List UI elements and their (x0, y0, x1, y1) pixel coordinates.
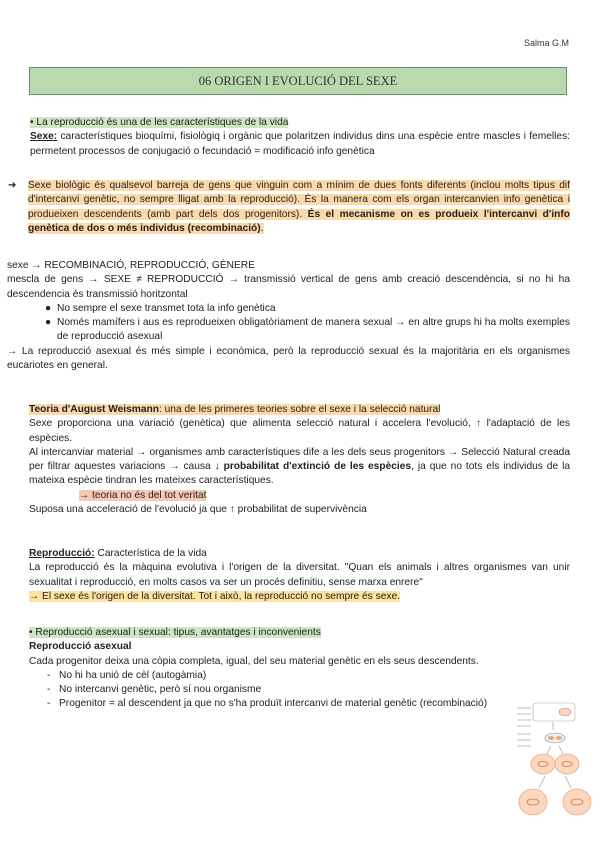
page-title (29, 67, 567, 95)
reproduction-def: Reproducció: Característica de la vida (29, 548, 207, 559)
recombination-bullets (27, 302, 570, 345)
list-item: - No hi ha unió de cèl (autogàmia) (47, 669, 207, 681)
list-item: ● Només mamífers i aus es reprodueixen obligatòriament de manera sexual → en altre grups hi ha molts exemples de reproducció asexual (45, 317, 570, 343)
arrow-icon: ➔ (8, 180, 17, 191)
asexual-section (29, 626, 570, 712)
reproduction-p1: La reproducció és la màquina evolutiva i l'origen de la diversitat. "Quan els animals i altres organismes van unir sexualitat i reproducció, en molts casos va ser un procés definitiu, sense marxa enrere" (29, 562, 570, 588)
biological-sex-bold: És el mecanisme on es produeix l'intercanvi d'info genètica de dos o més individus (recombinació) (28, 208, 570, 234)
weismann-heading: Teoria d'August Weismann: una de les primeres teories sobre el sexe i la selecció natural (29, 404, 441, 415)
list-item: - Progenitor = al descendent ja que no s'ha produït intercanvi de material genètic (recombinació) (47, 698, 488, 710)
cell-division-diagram (515, 700, 595, 820)
reproduction-p2: → El sexe és l'origen de la diversitat. Tot i això, la reproducció no sempre és sexe. (29, 590, 400, 602)
weismann-p2: Al intercanviar material → organismes amb característiques dife a les dels seus progenitors → Selecció Natural creada per filtrar aquestes variacions → causa ↓ probabilitat d'extinció de les espècies, ja que no tots els individus de la mateixa espècie tindran les mateixes característiques. (29, 446, 571, 487)
intro-bullet: • La reproducció és una de les característiques de la vida (30, 117, 289, 128)
list-item: - No intercanvi genètic, però sí nou organisme (47, 684, 262, 696)
reproduction-section (29, 547, 570, 604)
weismann-section (29, 403, 570, 517)
weismann-p3: Suposa una acceleració de l'evolució ja que ↑ probabilitat de supervivència (29, 504, 367, 516)
intro-section (30, 116, 570, 159)
weismann-note: → teoria no és del tot veritat (79, 489, 207, 501)
weismann-p1: Sexe proporciona una variació (genètica) que alimenta selecció natural i accelera l'evolució, ↑ l'adaptació de les espècies. (29, 418, 570, 444)
asexual-conclusion: → La reproducció asexual és més simple i econòmica, però la reproducció sexual és la majoritària en els organismes eucariotes en general. (7, 345, 570, 372)
sexe-term: Sexe: (30, 131, 58, 143)
list-item: ● No sempre el sexe transmet tota la info genètica (45, 302, 276, 314)
sexe-def-text: característiques bioquími, fisiològiq i orgànic que polaritzen individus dins una espècie entre mascles i femelles: permetent processos de conjugació o fecundació = modificació info genètica (30, 131, 570, 157)
gene-mix-line: mescla de gens → SEXE ≠ REPRODUCCIÓ → transmissió vertical de gens amb creació descendència, si no hi ha descendencia és transmissió horitzontal (7, 274, 570, 300)
biological-sex-body: Sexe biològic és qualsevol barreja de gens que vinguin com a mínim de dues fonts diferents (inclou molts tipus dif d'intercanvi genètic, no sempre lligat amb la reproducció). És la manera com els organ intercanvien info genètica i produeixen descendents (amb part dels dos progenitors). (28, 180, 570, 220)
recombination-section (7, 259, 570, 373)
recombination-line: sexe → RECOMBINACIÓ, REPRODUCCIÓ, GÈNERE (7, 260, 255, 271)
biological-sex-end: . (260, 222, 264, 234)
asexual-dash-list (29, 669, 494, 712)
page-title-text: 06 ORIGEN I EVOLUCIÓ DEL SEXE (198, 73, 398, 88)
sexe-definition (30, 130, 570, 159)
biological-sex-block (8, 179, 570, 236)
biological-sex-text (28, 179, 570, 236)
asexual-heading: Reproducció asexual (29, 641, 132, 653)
asexual-p1: Cada progenitor deixa una còpia completa, igual, del seu material genètic en els seus descendents. (29, 655, 479, 667)
author-name: Salma G.M (523, 38, 569, 48)
asexual-bullet: • Reproducció asexual i sexual: tipus, avantatges i inconvenients (29, 627, 321, 638)
